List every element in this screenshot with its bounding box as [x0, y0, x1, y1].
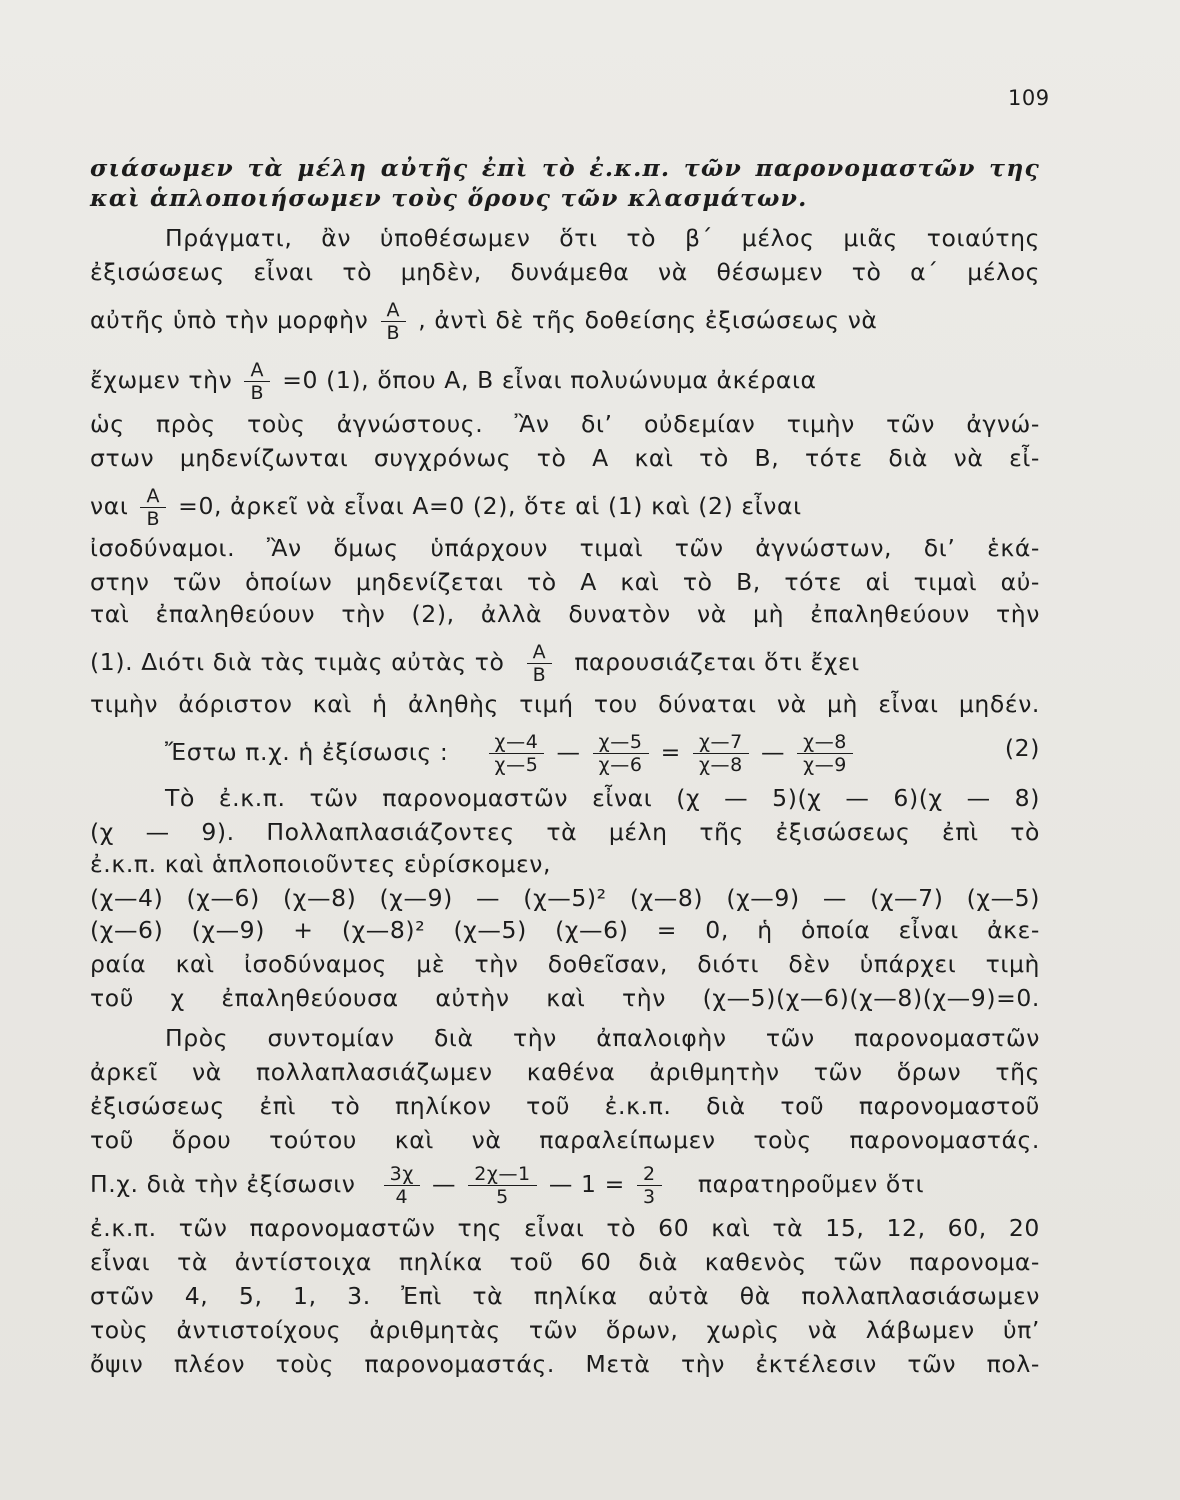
equals-sign: =: [604, 1170, 625, 1198]
fraction-a-over-b: $\frac{A}{B}$: [380, 300, 406, 343]
text-line: Πράγματι, ἂν ὑποθέσωμεν ὅτι τὸ β΄ μέλος μιᾶς τοιαύτης: [165, 224, 1040, 252]
fraction-a-over-b: $\frac{A}{B}$: [244, 360, 270, 403]
text-line: (χ—4) (χ—6) (χ—8) (χ—9) — (χ—5)² (χ—8) (χ—9) — (χ—7) (χ—5): [90, 884, 1040, 912]
text-line: [90, 486, 1040, 529]
text-line: (χ — 9). Πολλαπλασιάζοντες τὰ μέλη τῆς ἐξισώσεως ἐπὶ τὸ: [90, 818, 1040, 846]
fraction-a-over-b: $\frac{A}{B}$: [527, 642, 553, 685]
fraction: $\frac{\chi—8}{\chi—9}$: [797, 732, 853, 775]
text-line: τιμὴν ἀόριστον καὶ ἡ ἀληθὴς τιμή του δύναται νὰ μὴ εἶναι μηδέν.: [90, 690, 1040, 718]
text-line: ραία καὶ ἰσοδύναμος μὲ τὴν δοθεῖσαν, διότι δὲν ὑπάρχει τιμὴ: [90, 950, 1040, 978]
text-line: ἐξισώσεως ἐπὶ τὸ πηλίκον τοῦ ἐ.κ.π. διὰ τοῦ παρονομαστοῦ: [90, 1092, 1040, 1120]
text-line: [90, 300, 1040, 343]
text-line: Πρὸς συντομίαν διὰ τὴν ἀπαλοιφὴν τῶν παρονομαστῶν: [165, 1024, 1040, 1052]
text-segment: παρατηροῦμεν ὅτι: [697, 1170, 925, 1198]
text-line: [90, 642, 1040, 685]
text-line: ἐ.κ.π. τῶν παρονομαστῶν της εἶναι τὸ 60 καὶ τὰ 15, 12, 60, 20: [90, 1214, 1040, 1242]
text-line: στην τῶν ὁποίων μηδενίζεται τὸ Α καὶ τὸ Β, τότε αἱ τιμαὶ αὐ-: [90, 568, 1040, 596]
text-segment: αὐτῆς ὑπὸ τὴν μορφὴν: [90, 306, 369, 334]
text-segment: , ἀντὶ δὲ τῆς δοθείσης ἐξισώσεως νὰ: [418, 306, 878, 334]
minus-sign: —: [548, 1170, 573, 1198]
text-line: στῶν 4, 5, 1, 3. Ἐπὶ τὰ πηλίκα αὐτὰ θὰ πολλαπλασιάσωμεν: [90, 1282, 1040, 1310]
text-line: [90, 360, 1040, 403]
equation-line: [90, 1164, 1040, 1207]
text-line: καὶ ἁπλοποιήσωμεν τοὺς ὅρους τῶν κλασμάτων.: [90, 184, 808, 212]
minus-sign: —: [432, 1170, 457, 1198]
fraction: $\frac{2}{3}$: [637, 1164, 662, 1207]
text-line: ὄψιν πλέον τοὺς παρονομαστάς. Μετὰ τὴν ἐκτέλεσιν τῶν πολ-: [90, 1350, 1040, 1378]
text-line: (χ—6) (χ—9) + (χ—8)² (χ—5) (χ—6) = 0, ἡ ὁποία εἶναι ἀκε-: [90, 916, 1040, 944]
text-segment: Π.χ. διὰ τὴν ἐξίσωσιν: [90, 1170, 356, 1198]
text-line: ταὶ ἐπαληθεύουν τὴν (2), ἀλλὰ δυνατὸν νὰ μὴ ἐπαληθεύουν τὴν: [90, 600, 1040, 628]
text-segment: ἔχωμεν τὴν: [90, 366, 233, 394]
equation-number: (2): [1004, 734, 1040, 762]
text-line: ἐ.κ.π. καὶ ἁπλοποιοῦντες εὑρίσκομεν,: [90, 850, 552, 878]
fraction: $\frac{\chi—4}{\chi—5}$: [489, 732, 545, 775]
text-line: ἰσοδύναμοι. Ἂν ὅμως ὑπάρχουν τιμαὶ τῶν ἀγνώστων, δι’ ἑκά-: [90, 534, 1040, 562]
text-segment: ναι: [90, 492, 129, 520]
fraction: $\frac{2\chi—1}{5}$: [468, 1164, 537, 1207]
text-line: ἀρκεῖ νὰ πολλαπλασιάζωμεν καθένα ἀριθμητὴν τῶν ὅρων τῆς: [90, 1058, 1040, 1086]
text-segment: =0 (1), ὅπου Α, Β εἶναι πολυώνυμα ἀκέραια: [282, 366, 817, 394]
text-line: στων μηδενίζωνται συγχρόνως τὸ Α καὶ τὸ Β, τότε διὰ νὰ εἶ-: [90, 444, 1040, 472]
text-line: τοῦ χ ἐπαληθεύουσα αὐτὴν καὶ τὴν (χ—5)(χ—6)(χ—8)(χ—9)=0.: [90, 984, 1040, 1012]
text-segment: (1). Διότι διὰ τὰς τιμὰς αὐτὰς τὸ: [90, 648, 505, 676]
text-segment: =0, ἀρκεῖ νὰ εἶναι Α=0 (2), ὅτε αἱ (1) καὶ (2) εἶναι: [178, 492, 802, 520]
text-line: εἶναι τὰ ἀντίστοιχα πηλίκα τοῦ 60 διὰ καθενὸς τῶν παρονομα-: [90, 1248, 1040, 1276]
equation-line: [165, 732, 1040, 775]
minus-sign: —: [760, 738, 786, 766]
text-line: τοῦ ὅρου τούτου καὶ νὰ παραλείπωμεν τοὺς παρονομαστάς.: [90, 1126, 1040, 1154]
constant-one: 1: [581, 1170, 597, 1198]
page-number: 109: [1008, 86, 1050, 110]
fraction: $\frac{3\chi}{4}$: [384, 1164, 420, 1207]
equals-sign: =: [660, 738, 681, 766]
text-line: τοὺς ἀντιστοίχους ἀριθμητὰς τῶν ὅρων, χωρὶς νὰ λάβωμεν ὑπ’: [90, 1316, 1040, 1344]
fraction: $\frac{\chi—7}{\chi—8}$: [693, 732, 749, 775]
fraction-a-over-b: $\frac{A}{B}$: [140, 486, 166, 529]
minus-sign: —: [556, 738, 581, 766]
text-segment: παρουσιάζεται ὅτι ἔχει: [574, 648, 860, 676]
text-line: σιάσωμεν τὰ μέλη αὐτῆς ἐπὶ τὸ ἐ.κ.π. τῶν παρονομαστῶν της: [90, 154, 1040, 182]
text-segment: Ἔστω π.χ. ἡ ἐξίσωσις :: [165, 738, 449, 766]
text-line: ὡς πρὸς τοὺς ἀγνώστους. Ἂν δι’ οὐδεμίαν τιμὴν τῶν ἀγνώ-: [90, 410, 1040, 438]
fraction: $\frac{\chi—5}{\chi—6}$: [593, 732, 649, 775]
text-line: ἐξισώσεως εἶναι τὸ μηδὲν, δυνάμεθα νὰ θέσωμεν τὸ α΄ μέλος: [90, 258, 1040, 286]
text-line: Τὸ ἐ.κ.π. τῶν παρονομαστῶν εἶναι (χ — 5)(χ — 6)(χ — 8): [165, 784, 1040, 812]
